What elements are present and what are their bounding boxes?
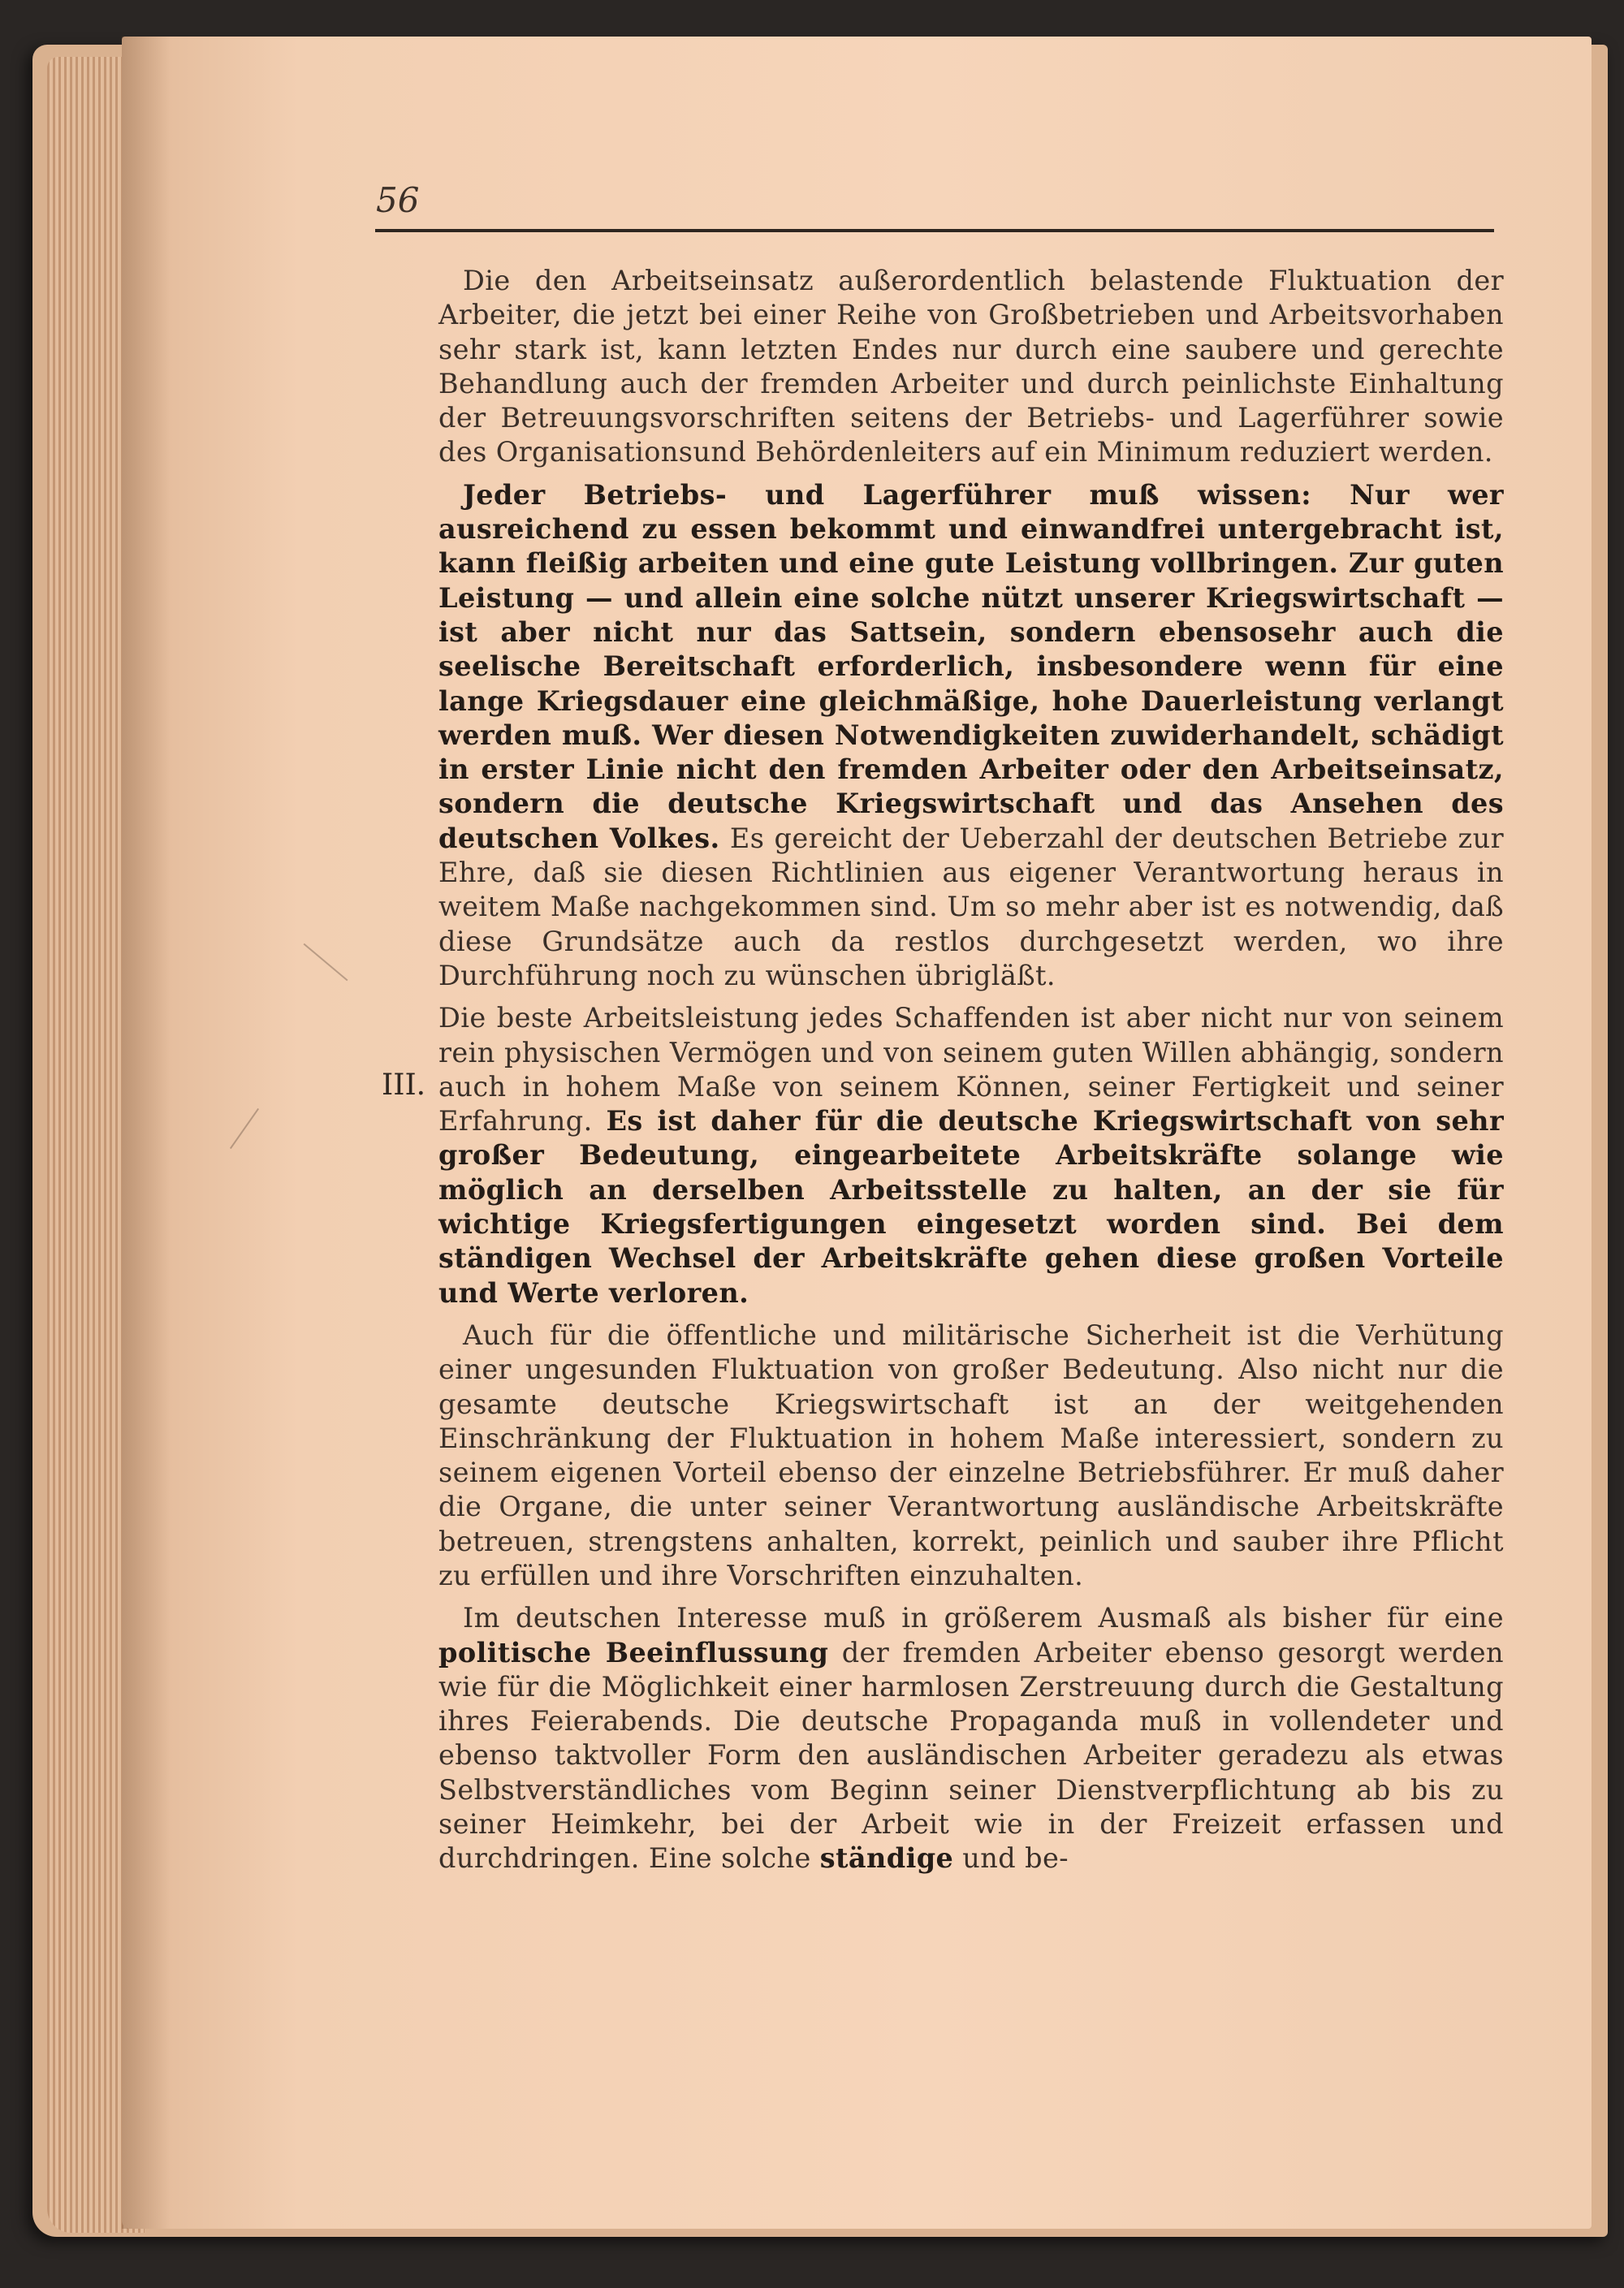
text-run: und be- <box>953 1842 1069 1875</box>
text-run: Auch für die öffentliche und militärische Sicherheit ist die Verhütung einer ungesunden Fluktuation von großer Bedeutung. Also nicht nur die gesamte deutsche Kriegswirtschaft ist an der weitgehenden Einschränkung der Fluktuation in hohem Maße interessiert, sondern zu seinem eigenen Vorteil ebenso der einzelne Betriebsführer. Er muß daher die Organe, die unter seiner Verantwortung ausländische Arbeitskräfte betreuen, strengstens anhalten, korrekt, peinlich und sauber ihre Pflicht zu erfüllen und ihre Vorschriften einzuhalten. <box>438 1319 1504 1591</box>
text-run-bold: politische Beeinflussung <box>438 1636 829 1669</box>
text-run-bold: Jeder Betriebs- und Lagerführer muß wissen: Nur wer ausreichend zu essen bekommt und einwandfrei untergebracht ist, kann fleißig arbeiten und eine gute Leistung vollbringen. Zur guten Leistung — und allein eine solche nützt unserer Kriegswirtschaft — ist aber nicht nur das Sattsein, sondern ebensosehr auch die seelische Bereitschaft erforderlich, insbesondere wenn für eine lange Kriegsdauer eine gleichmäßige, hohe Dauerleistung verlangt werden muß. Wer diesen Notwendigkeiten zuwiderhandelt, schädigt in erster Linie nicht den fremden Arbeiter oder den Arbeitseinsatz, sondern die deutsche Kriegswirtschaft und das Ansehen des deutschen Volkes. <box>438 478 1504 854</box>
section-marker: III. <box>382 1068 426 1102</box>
header-rule <box>375 229 1494 232</box>
body-text <box>438 264 1504 1884</box>
text-run: der fremden Arbeiter ebenso gesorgt werden wie für die Möglichkeit einer harmlosen Zerstreuung durch die Gestaltung ihres Feierabends. Die deutsche Propaganda muß in vollendeter und ebenso taktvoller Form den ausländischen Arbeiter geradezu als etwas Selbstverständliches vom Beginn seiner Dienstverpflichtung ab bis zu seiner Heimkehr, bei der Arbeit wie in der Freizeit erfassen und durchdringen. Eine solche <box>438 1636 1504 1875</box>
text-run-bold: ständige <box>819 1842 954 1875</box>
paragraph <box>438 478 1504 993</box>
text-run: Die beste Arbeitsleistung jedes Schaffenden ist aber nicht nur von seinem rein physischen Vermögen und von seinem guten Willen abhängig, sondern auch in hohem Maße von seinem Können, seiner Fertigkeit und seiner Erfahrung. <box>438 1002 1504 1138</box>
paragraph <box>438 1601 1504 1876</box>
paragraph <box>438 264 1504 470</box>
spine-shadow <box>122 37 171 2229</box>
text-run: Es gereicht der Ueberzahl der deutschen Betriebe zur Ehre, daß sie diesen Richtlinien aus eigener Verantwortung heraus in weitem Maße nachgekommen sind. Um so mehr aber ist es notwendig, daß diese Grundsätze auch da restlos durchgesetzt werden, wo ihre Durchführung noch zu wünschen übrigläßt. <box>438 822 1504 991</box>
page-number: 56 <box>376 180 420 220</box>
text-run: Die den Arbeitseinsatz außerordentlich belastende Fluktuation der Arbeiter, die jetzt bei einer Reihe von Großbetrieben und Arbeitsvorhaben sehr stark ist, kann letzten Endes nur durch eine saubere und gerechte Behandlung auch der fremden Arbeiter und durch peinlichste Einhaltung der Betreuungsvorschriften seitens der Betriebs- und Lagerführer sowie des Organisationsund Behördenleiters auf ein Minimum reduziert werden. <box>438 265 1504 468</box>
paragraph <box>438 1001 1504 1310</box>
text-run-bold: Es ist daher für die deutsche Kriegswirtschaft von sehr großer Bedeutung, eingearbeitete Arbeitskräfte solange wie möglich an derselben Arbeitsstelle zu halten, an der sie für wichtige Kriegsfertigungen eingesetzt worden sind. Bei dem ständigen Wechsel der Arbeitskräfte gehen diese großen Vorteile und Werte verloren. <box>438 1105 1504 1309</box>
paragraph <box>438 1319 1504 1593</box>
text-run: Im deutschen Interesse muß in größerem Ausmaß als bisher für eine <box>463 1602 1504 1634</box>
